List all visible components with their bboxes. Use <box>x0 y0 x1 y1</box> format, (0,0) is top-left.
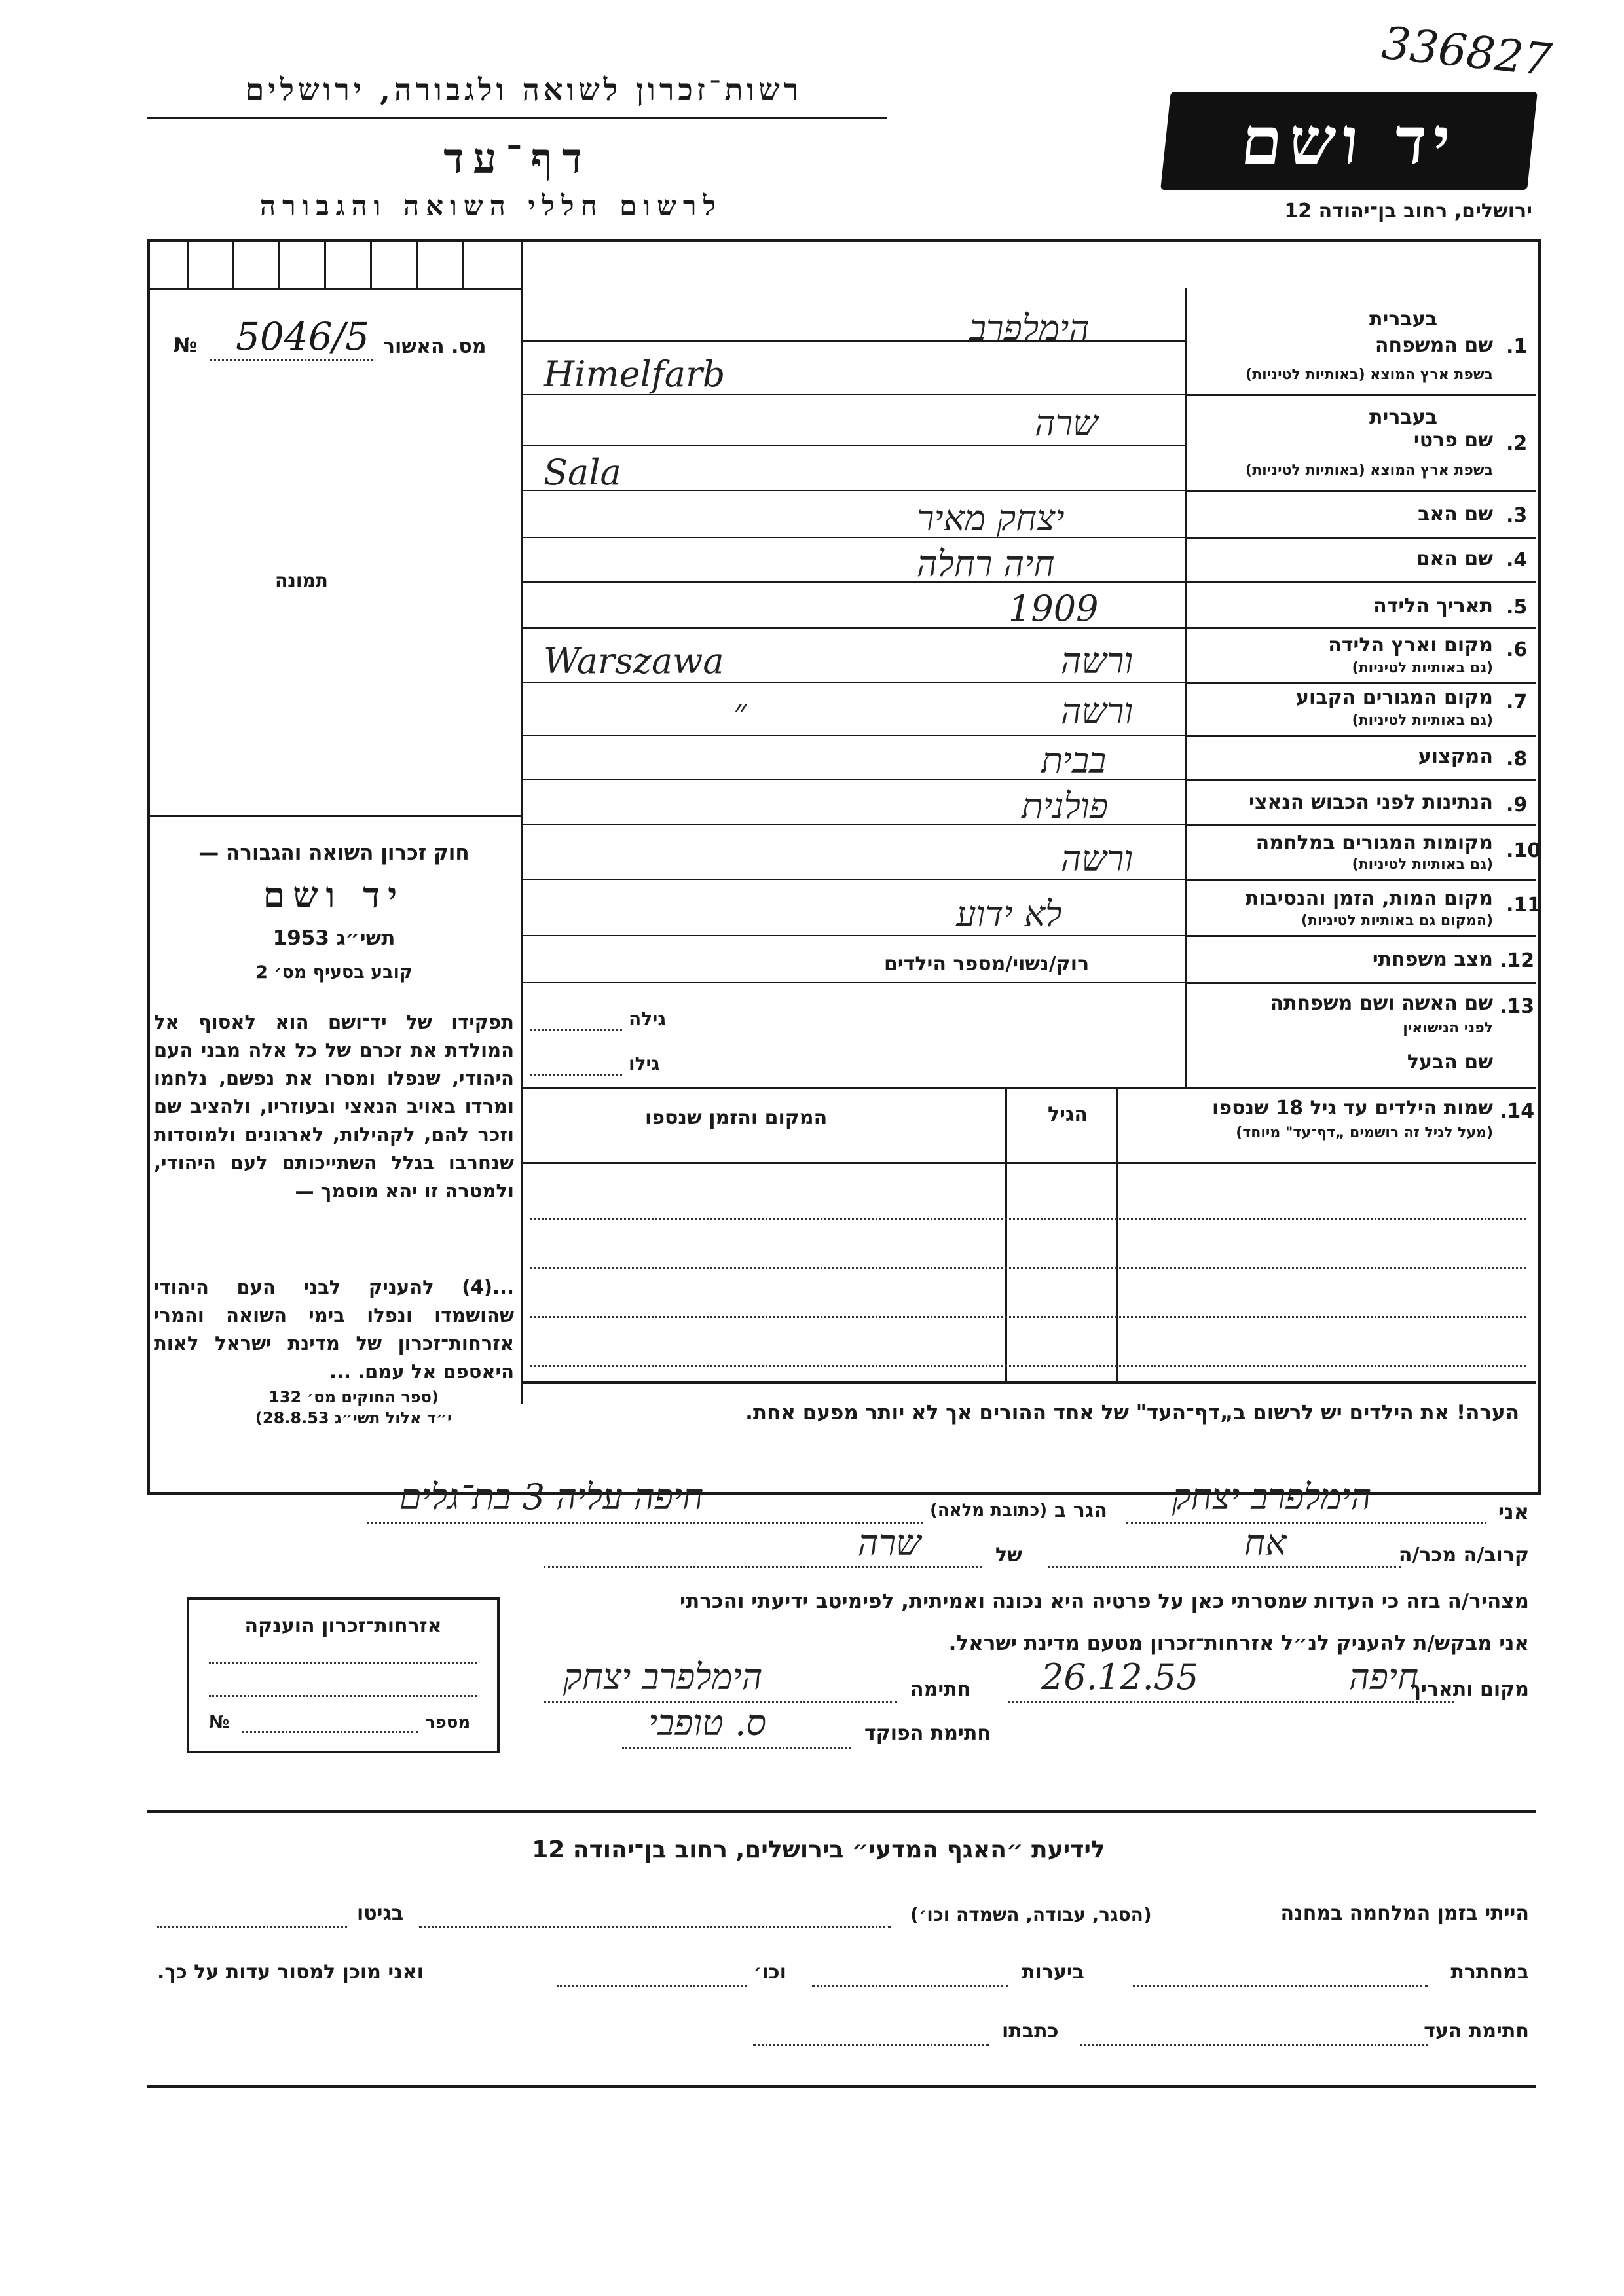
field-11-sub: (המקום גם באותיות לטיניות) <box>1301 913 1493 929</box>
firstname-latin-value[interactable]: Sala <box>544 452 621 493</box>
declaration-i-label: אני <box>1498 1499 1529 1524</box>
field-3-number: 3. <box>1506 504 1528 527</box>
husband-age-label: גילו <box>629 1053 660 1074</box>
field-13-number: 13. <box>1500 995 1535 1018</box>
form-subtitle: לרשום חללי השואה והגבורה <box>259 190 723 222</box>
marital-status-value[interactable]: רוק/נשוי/מספר הילדים <box>884 953 1090 975</box>
place-value[interactable]: חיפה <box>1349 1656 1419 1698</box>
field-10-label: מקומות המגורים במלחמה <box>1255 831 1493 854</box>
field-2-label: שם פרטי <box>1413 429 1493 452</box>
registration-label: מס. האשור <box>383 335 487 358</box>
field-8-label: המקצוע <box>1418 745 1493 768</box>
camp-types: (הסגר, עבודה, השמדה וכו׳) <box>910 1904 1152 1925</box>
declaration-statement-2: אני מבקש/ת להעניק לנ״ל אזרחות־זכרון מטעם מדינת ישראל. <box>948 1631 1529 1655</box>
ghetto-label: בגיטו <box>357 1902 404 1925</box>
field-7-number: 7. <box>1506 691 1528 714</box>
mother-name-value[interactable]: חיה רחלה <box>917 543 1055 585</box>
bottom-section-top-rule <box>147 1810 1536 1813</box>
law-text-1: תפקידו של יד־ושם הוא לאסוף אל המולדת את זכרם של כל אלה מבני העם היהודי, שנפלו ומסרו את נפשם, נלחמו ומרדו באויב הנאצי ובעוזריו, ולהציב שם וזכר להם, לקהילות, לארגונים ולמוסדות שנחרבו בגלל השתייכותם לעם היהודי, ולמטרה זו יהא מוסמך — <box>154 1011 514 1202</box>
field-2-number: 2. <box>1506 432 1528 455</box>
surname-latin-value[interactable]: Himelfarb <box>544 354 726 395</box>
children-place-header: המקום והזמן שנספו <box>645 1106 828 1129</box>
surname-hebrew-value[interactable]: הימלפרב <box>969 308 1090 349</box>
residence-value[interactable]: ורשה <box>1061 691 1134 732</box>
officer-signature-label: חתימת הפוקד <box>864 1722 991 1745</box>
birthplace-latin-value[interactable]: Warszawa <box>544 640 724 682</box>
citizenship-no-label: № <box>209 1713 230 1732</box>
declarant-address-value[interactable]: חיפה עליה 3 בת־גלים <box>399 1476 704 1518</box>
left-column-border <box>521 239 523 1404</box>
field-10-number: 10. <box>1506 839 1541 862</box>
relation-value[interactable]: אח <box>1244 1522 1287 1563</box>
field-11-label: מקום המות, הזמן והנסיבות <box>1245 887 1493 910</box>
camp-label: הייתי בזמן המלחמה במחנה <box>1280 1902 1529 1925</box>
photo-bottom-rule <box>147 815 522 817</box>
etc-label: וכו׳ <box>753 1961 786 1984</box>
registration-no-label: № <box>174 334 198 357</box>
field-5-number: 5. <box>1506 596 1528 619</box>
field-6-label: מקום וארץ הלידה <box>1328 634 1493 657</box>
label-column-border <box>1185 288 1187 1087</box>
children-age-header: הגיל <box>1048 1103 1088 1126</box>
officer-signature-value[interactable]: ס. טופבי <box>648 1702 766 1743</box>
declarant-name-value[interactable]: הימלפרב יצחק <box>1172 1476 1372 1518</box>
law-clause: קובע בסעיף מס׳ 2 <box>255 962 413 983</box>
firstname-hebrew-value[interactable]: שרה <box>1035 403 1098 444</box>
field-1-number: 1. <box>1506 335 1528 358</box>
field-10-sub: (גם באותיות לטיניות) <box>1352 856 1493 873</box>
address-note: (כתובת מלאה) <box>930 1501 1048 1520</box>
field-9-label: הנתינות לפני הכבוש הנאצי <box>1249 791 1493 814</box>
signature-value[interactable]: הימלפרב יצחק <box>563 1656 763 1698</box>
field-6-sub: (גם באותיות לטיניות) <box>1352 660 1493 676</box>
field-8-number: 8. <box>1506 748 1528 771</box>
wartime-residence-value[interactable]: ורשה <box>1061 838 1134 879</box>
field-1-hebrew-label: בעברית <box>1369 308 1437 331</box>
place-date-label: מקום ותאריך <box>1409 1678 1529 1701</box>
date-value[interactable]: 26.12.55 <box>1041 1656 1199 1698</box>
children-number: 14. <box>1500 1100 1535 1123</box>
field-9-number: 9. <box>1506 793 1528 816</box>
law-source-1: (ספר החוקים מס׳ 132 <box>268 1388 439 1406</box>
law-title: חוק זכרון השואה והגבורה — <box>198 841 470 865</box>
field-12-number: 12. <box>1500 949 1535 972</box>
field-7-label: מקום המגורים הקבוע <box>1296 686 1493 709</box>
logo-text: יד ושם <box>1237 102 1461 179</box>
field-6-number: 6. <box>1506 638 1528 661</box>
law-name: יד ושם <box>263 874 405 916</box>
field-5-label: תאריך הלידה <box>1373 594 1493 617</box>
field-3-label: שם האב <box>1418 503 1493 526</box>
husband-label: שם הבעל <box>1407 1051 1493 1074</box>
field-1-label: שם המשפחה <box>1375 334 1493 357</box>
field-13-sub: לפני הנישואין <box>1403 1020 1493 1036</box>
underground-label: במחתרת <box>1450 1961 1529 1984</box>
registration-number[interactable]: 5046/5 <box>236 314 370 359</box>
declaration-statement-1: מצהיר/ה בזה כי העדות שמסרתי כאן על פרטיה היא נכונה ואמיתית, לפימיטב ידיעתי והכרתי <box>680 1590 1529 1613</box>
citizenship-number-label: מספר <box>425 1713 471 1732</box>
residence-latin-value[interactable]: ״ <box>733 691 747 732</box>
father-name-value[interactable]: יצחק מאיר <box>917 498 1065 539</box>
field-4-number: 4. <box>1506 549 1528 572</box>
field-11-number: 11. <box>1506 894 1541 917</box>
children-label: שמות הילדים עד גיל 18 שנספו <box>1212 1097 1493 1120</box>
yad-vashem-logo <box>1160 92 1538 190</box>
wife-age-label: גילה <box>629 1008 666 1030</box>
field-13-label: שם האשה ושם משפחתה <box>1270 992 1493 1015</box>
field-2-hebrew-label: בעברית <box>1369 406 1437 429</box>
field-1-sub: בשפת ארץ המוצא (באותיות לטיניות) <box>1246 367 1493 383</box>
archive-number: 336827 <box>1379 17 1555 87</box>
profession-value[interactable]: בבית <box>1041 740 1107 781</box>
photo-label: תמונה <box>275 570 328 591</box>
law-year: תשי״ג 1953 <box>272 926 396 950</box>
address: ירושלים, רחוב בן־יהודה 12 <box>1284 200 1532 223</box>
witness-address-label: כתבתו <box>1002 2020 1059 2043</box>
top-cells <box>147 239 521 290</box>
field-2-sub: בשפת ארץ המוצא (באותיות לטיניות) <box>1246 462 1493 479</box>
header-rule <box>147 117 887 119</box>
birth-date-value[interactable]: 1909 <box>1008 588 1099 629</box>
law-source-2: י״ד אלול תשי״ג 28.8.53) <box>255 1409 452 1427</box>
children-sub: (מעל לגיל זה רושמים „דף־עד" מיוחד) <box>1236 1125 1493 1141</box>
witness-signature-label: חתימת העד <box>1424 2020 1529 2043</box>
testimony-ready-label: ואני מוכן למסור עדות על כך. <box>157 1961 424 1984</box>
bottom-section-bottom-rule <box>147 2085 1536 2088</box>
death-place-value[interactable]: לא ידוע <box>956 894 1062 935</box>
field-12-label: מצב משפחתי <box>1372 948 1493 971</box>
birthplace-value[interactable]: ורשה <box>1061 640 1134 682</box>
of-name-value[interactable]: שרה <box>858 1522 921 1563</box>
field-4-label: שם האם <box>1416 547 1493 570</box>
nationality-value[interactable]: פולנית <box>1022 786 1109 827</box>
signature-label: חתימה <box>910 1678 971 1701</box>
resides-label: הגר ב <box>1054 1499 1107 1522</box>
form-title: דף־עד <box>443 134 591 183</box>
law-text-2: ...(4) להעניק לבני העם היהודי שהושמדו ונפלו בימי השואה והמרי אזרחות־זכרון של מדינת ישראל לאות היאספם אל עמם. ... <box>154 1276 514 1383</box>
citizenship-box-title: אזרחות־זכרון הוענקה <box>244 1614 442 1637</box>
field-7-sub: (גם באותיות לטיניות) <box>1352 712 1493 729</box>
authority-title: רשות־זכרון לשואה ולגבורה, ירושלים <box>245 72 803 107</box>
forests-label: ביערות <box>1022 1961 1084 1984</box>
children-note: הערה! את הילדים יש לרשום ב„דף־העד" של אחד ההורים אך לא יותר מפעם אחת. <box>745 1401 1519 1425</box>
children-table-top <box>521 1087 1536 1089</box>
of-label: של <box>995 1544 1022 1567</box>
citizenship-box <box>187 1597 500 1753</box>
relative-label: קרוב/ה מכר/ה <box>1398 1544 1529 1567</box>
bottom-section-title: לידיעת ״האגף המדעי״ בירושלים, רחוב בן־יהודה 12 <box>532 1836 1105 1863</box>
